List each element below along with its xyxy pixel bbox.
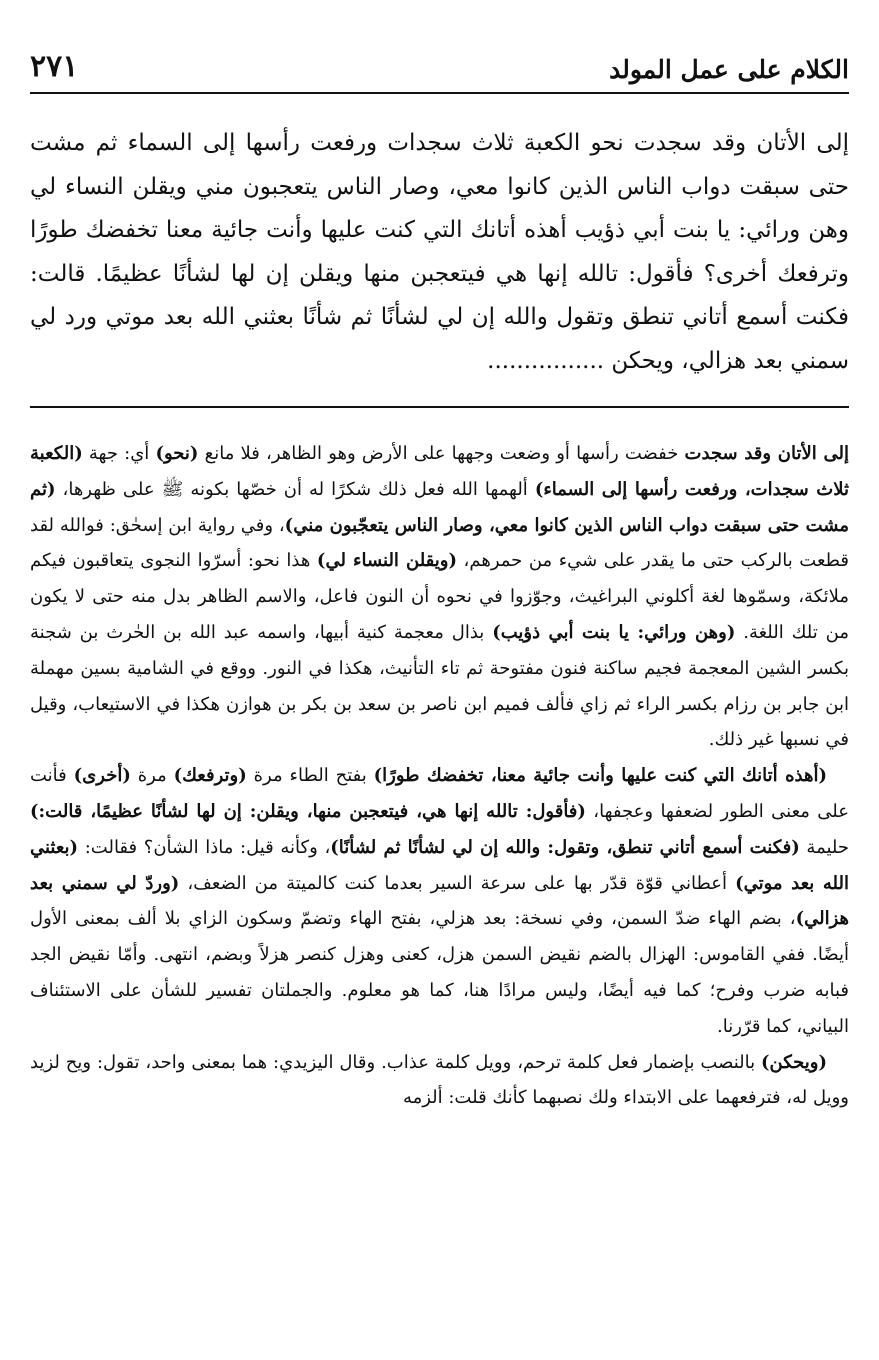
commentary-text-run: ، وفي رواية ابن إسحٰق: فوالله لقد قطعت بالركب حتى ما يقدر على شيء من حمرهم، [30, 514, 849, 572]
quoted-text-run: (الكعبة ثلاث سجدات، ورفعت رأسها إلى السماء) [30, 443, 849, 500]
quoted-text-run: (فكنت أسمع أتاني تنطق، وتقول: والله إن لي لشأنًا ثم لشأنًا) [330, 836, 800, 858]
commentary-text-run: بالنصب بإضمار فعل كلمة ترحم، وويل كلمة عذاب. وقال اليزيدي: هما بمعنى واحد، تقول: ويح لزيد وويل له، فترفعهما على الابتداء ولك نصبهما كأنك قلت: ألزمه [30, 1051, 849, 1109]
quoted-text-run: (نحو) [155, 443, 199, 464]
commentary-text-run: أعطاني قوّة قدّر بها على سرعة السير بعدما كنت كالميتة من الضعف، [179, 872, 736, 894]
quoted-text-run: (وردّ لي سمني بعد هزالي) [30, 872, 849, 930]
commentary-text-run: أي: جهة [82, 443, 156, 464]
page-number: ٢٧١ [30, 49, 79, 84]
quoted-text-run: (وترفعك) [173, 765, 247, 787]
commentary-text-run: فأنت على معنى الطور لضعفها وعجفها، [30, 765, 849, 822]
quoted-text-run: (بعثني الله بعد موتي) [30, 836, 849, 894]
commentary-text-run: ، وكأنه قيل: ماذا الشأن؟ فقالت: [78, 836, 331, 858]
main-text: إلى الأتان وقد سجدت نحو الكعبة ثلاث سجدات ورفعت رأسها إلى السماء ثم مشت حتى سبقت دواب الناس الذين كانوا معي، وصار الناس يتعجبون مني ويقلن النساء لي وهن ورائي: يا بنت أبي ذؤيب أهذه أتانك التي كنت عليها وأنت جائية معنا تخفضك طورًا وترفعك أخرى؟ فأقول: تالله إنها هي فيتعجبن منها ويقلن إن لها لشأنًا عظيمًا. قالت: فكنت أسمع أتاني تنطق وتقول والله إن لي لشأنًا ثم شأنًا بعثني الله بعد موتي ورد لي سمني بعد هزالي، ويحكن ................ [30, 130, 849, 374]
commentary-text-run: حليمة [799, 836, 849, 858]
quoted-text-run: إلى الأتان وقد سجدت [684, 443, 849, 464]
commentary-text-run: خفضت رأسها أو وضعت وجهها على الأرض وهو الظاهر، فلا مانع [198, 443, 685, 464]
commentary-text-run: هذا نحو: أسرّوا النجوى يتعاقبون فيكم ملائكة، وسمّوها لغة أكلوني البراغيث، وجوّزوا في نحوه أن النون فاعل، والاسم الظاهر بدل منه حتى لا يكون من تلك اللغة. [30, 550, 849, 643]
commentary-paragraph-2 [30, 758, 849, 1044]
quoted-text-run: (أخرى) [73, 765, 131, 787]
commentary-text-run: بفتح الطاء مرة [246, 765, 374, 787]
commentary-paragraph-3 [30, 1045, 849, 1117]
commentary-paragraph-1 [30, 436, 849, 758]
commentary-text-run: ألهمها الله فعل ذلك شكرًا له أن خصّها بكونه ﷺ على ظهرها، [55, 478, 535, 500]
quoted-text-run: (أهذه أتانك التي كنت عليها وأنت جائية معنا، تخفضك طورًا) [373, 765, 827, 787]
quoted-text-run: (ثم مشت حتى سبقت دواب الناس الذين كانوا معي، وصار الناس يتعجّبون مني) [30, 478, 850, 536]
commentary-text-run: بذال معجمة كنية أبيها، واسمه عبد الله بن الحٰرث بن شجنة بكسر الشين المعجمة فجيم ساكنة فنون مفتوحة ثم تاء التأنيث، هكذا في النور. ووقع في الشامية بسين مهملة ابن جابر بن رزام بكسر الراء ثم زاي فألف فميم ابن ناصر بن سعد بن بكر بن هوازن هكذا في الاستيعاب، وقيل في نسبها غير ذلك. [30, 621, 849, 751]
footnote-divider [30, 406, 849, 408]
page-header [30, 44, 849, 94]
quoted-text-run: (ويحكن) [761, 1051, 827, 1073]
quoted-text-run: (ويقلن النساء لي) [316, 550, 457, 572]
commentary-text-run: ، بضم الهاء ضدّ السمن، وفي نسخة: بعد هزلي، بفتح الهاء وتضمّ وسكون الزاي بلا ألف بمعنى الأول أيضًا. ففي القاموس: الهزال بالضم نقيض السمن هزل، كعنى وهزل كنصر هزلاً وبضم، انتهى. وأمّا نقيض الجد فبابه ضرب وفرح؛ كما فيه أيضًا، وليس مرادًا هنا، كما هو معلوم. والجملتان تفسير للشأن على الاستئناف البياني، كما قرّرنا. [30, 908, 849, 1037]
commentary [30, 436, 849, 1116]
commentary-text-run: مرة [130, 765, 174, 787]
running-title: الكلام على عمل المولد [609, 55, 849, 84]
quoted-text-run: (فأقول: تالله إنها هي، فيتعجبن منها، ويقلن: إن لها لشأنًا عظيمًا، قالت:) [30, 800, 586, 822]
quoted-text-run: (وهن ورائي: يا بنت أبي ذؤيب) [492, 621, 736, 643]
